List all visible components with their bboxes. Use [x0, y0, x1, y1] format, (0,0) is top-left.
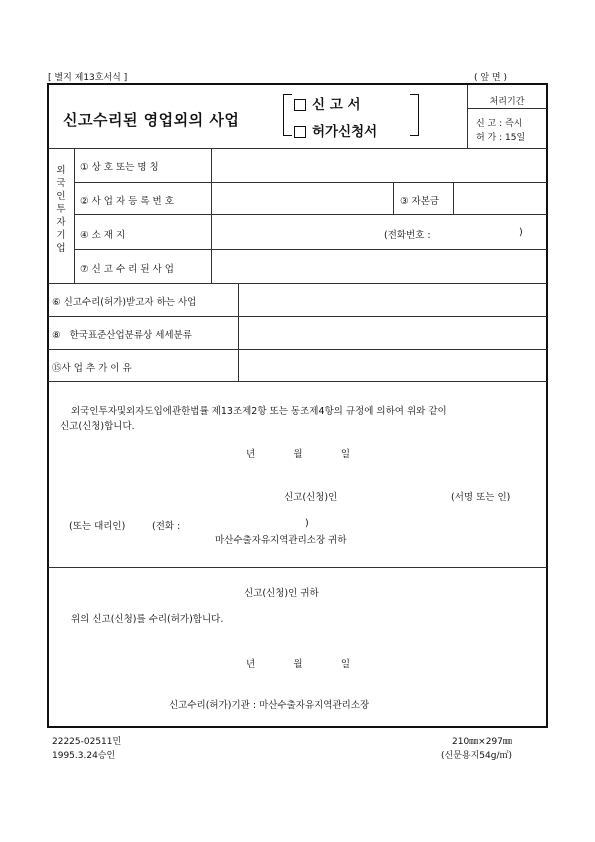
- approval-to: 신고(신청)인 귀하: [244, 588, 319, 599]
- industry-class-field[interactable]: [239, 317, 546, 348]
- bracket-right: [410, 94, 419, 136]
- declaration-date: 년 월 일: [246, 449, 350, 460]
- checkbox-icon: [294, 126, 306, 138]
- capital-label: ③ 자본금: [400, 196, 440, 207]
- address-field[interactable]: [212, 215, 546, 248]
- page-side: ( 앞 면 ): [474, 73, 507, 83]
- form-code: [ 별지 제13호서식 ]: [48, 73, 128, 83]
- company-name-field[interactable]: [212, 149, 546, 181]
- agent-phone-close: ): [305, 518, 309, 529]
- approval-date: 년 월 일: [246, 659, 350, 670]
- option-report[interactable]: 신 고 서: [294, 93, 361, 113]
- address-phone-close: ): [519, 227, 523, 238]
- row-company-name-label: ① 상 호 또는 명 칭: [80, 162, 159, 173]
- reported-business-field[interactable]: [212, 250, 546, 282]
- row-reported-business-label: ⑦ 신 고 수 리 된 사 업: [80, 264, 174, 275]
- business-number-field[interactable]: [212, 183, 392, 213]
- bracket-left: [283, 94, 292, 136]
- declaration-text-2: 신고(신청)합니다.: [60, 421, 135, 432]
- approval-authority: 신고수리(허가)기관 : 마산수출자유지역관리소장: [169, 700, 370, 711]
- applicant-label: 신고(신청)인: [284, 492, 338, 503]
- agent-phone-label: (전화 :: [152, 521, 181, 532]
- row-business-number-label: ② 사 업 자 등 록 번 호: [80, 196, 174, 207]
- reason-field[interactable]: [239, 350, 546, 380]
- field-reason-label: ⑮사 업 추 가 이 유: [52, 363, 132, 374]
- approval-text: 위의 신고(신청)를 수리(허가)합니다.: [71, 614, 224, 625]
- footer-approved: 1995.3.24승인: [52, 751, 116, 761]
- target-business-field[interactable]: [239, 284, 546, 315]
- footer-code: 22225-02511민: [52, 737, 122, 747]
- agent-label: (또는 대리인): [69, 521, 126, 532]
- option-permit[interactable]: 허가신청서: [294, 120, 377, 140]
- footer-size: 210㎜×297㎜: [452, 737, 512, 747]
- recipient: 마산수출자유지역관리소장 귀하: [215, 535, 347, 546]
- processing-permit: 허 가 : 15일: [476, 133, 526, 143]
- field-industry-class-label: ⑧ 한국표준산업분류상 세세분류: [52, 330, 192, 341]
- checkbox-icon: [294, 99, 306, 111]
- row-address-label: ④ 소 재 지: [80, 230, 126, 241]
- signature-label: (서명 또는 인): [451, 492, 511, 503]
- processing-label: 처리기간: [489, 97, 525, 107]
- footer-paper: (신문용지54g/㎡): [441, 751, 512, 761]
- address-phone-label: (전화번호 :: [384, 230, 431, 241]
- field-target-business-label: ⑥ 신고수리(허가)받고자 하는 사업: [52, 297, 197, 308]
- declaration-text-1: 외국인투자및외자도입에관한법률 제13조제2항 또는 동조제4항의 규정에 의하여 위와 같이: [71, 406, 447, 417]
- form-title: 신고수리된 영업외의 사업: [63, 111, 240, 129]
- processing-report: 신 고 : 즉시: [476, 119, 523, 129]
- capital-field[interactable]: [454, 183, 546, 213]
- company-vertical-label: 외 국 인 투 자 기 업: [56, 165, 66, 254]
